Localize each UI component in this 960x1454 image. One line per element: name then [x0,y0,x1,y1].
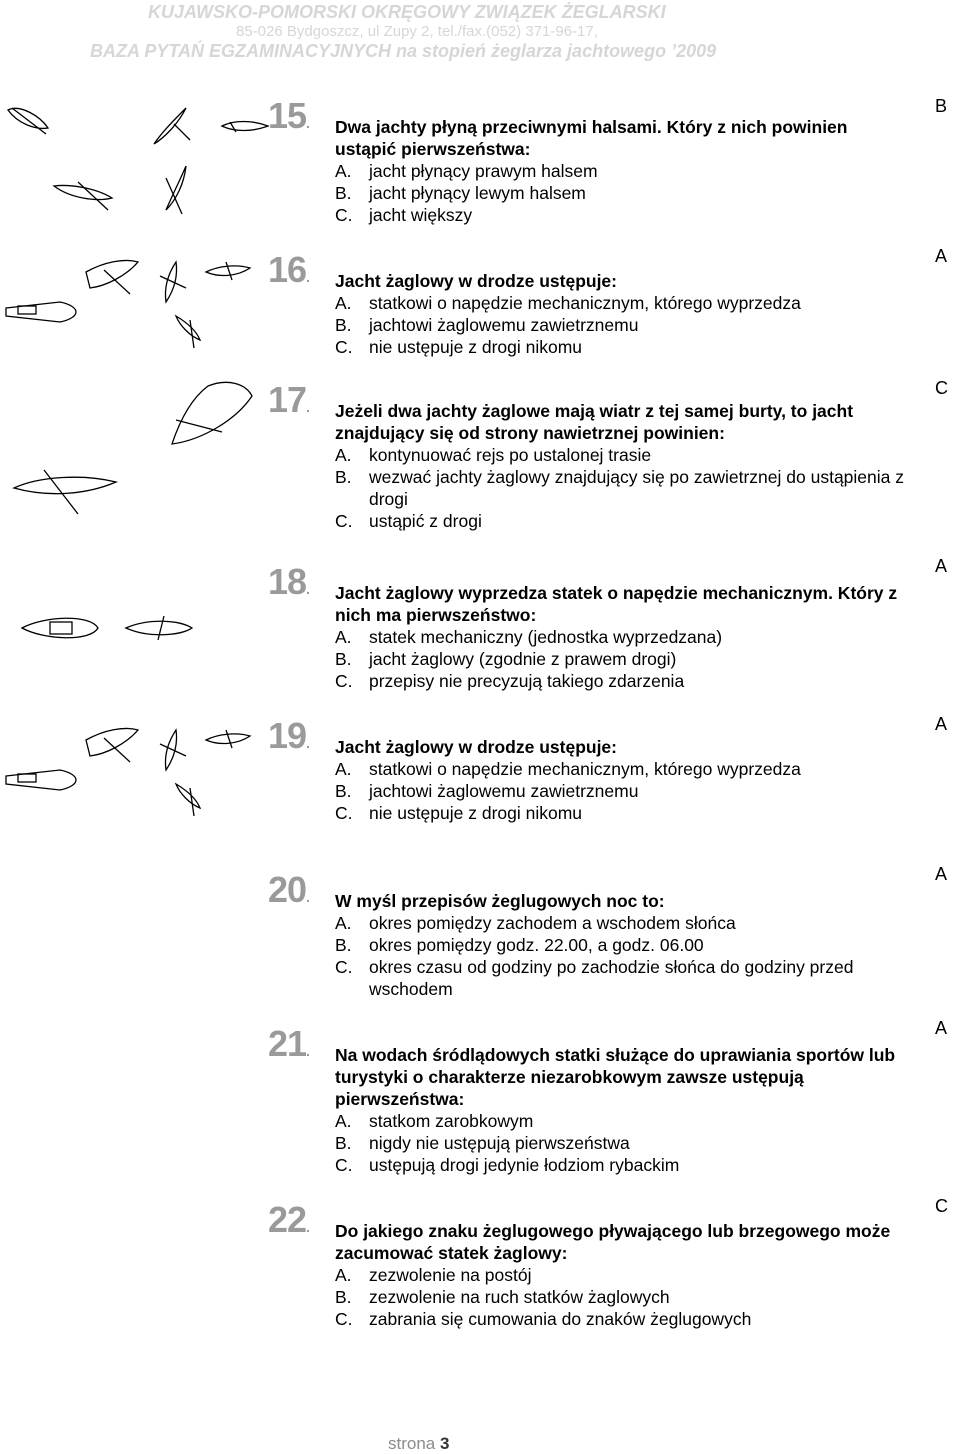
header-title: KUJAWSKO-POMORSKI OKRĘGOWY ZWIĄZEK ŻEGLARSKI [148,2,666,22]
header-subtitle: BAZA PYTAŃ EGZAMINACYJNYCH na stopień żeglarza jachtowego ’2009 [90,41,717,61]
question-text: Dwa jachty płyną przeciwnymi halsami. Który z nich powinien ustąpić pierwszeństwa: [335,117,848,159]
answer-16: A [935,246,948,266]
yacht-sketch-q16-c-icon [206,262,250,280]
option-a: A. statek mechaniczny (jednostka wyprzedzana) [335,627,723,647]
option-c: C. jacht większy [335,205,473,225]
yacht-sketch-q15-d-icon [54,182,112,210]
answer-19: A [935,714,948,734]
yacht-sketch-q16-b-icon [160,262,186,302]
question-text: Do jakiego znaku żeglugowego pływającego lub brzegowego może zacumować statek żaglowy: [335,1221,891,1263]
question-text: Jeżeli dwa jachty żaglowe mają wiatr z tej samej burty, to jacht znajdujący się od strony nawietrznej powinien: [335,401,854,443]
option-a: A. okres pomiędzy zachodem a wschodem słońca [335,913,736,933]
question-text: W myśl przepisów żeglugowych noc to: [335,891,665,911]
option-c: C. ustępują drogi jedynie łodziom rybackim [335,1155,680,1175]
option-b: B. jachtowi żaglowemu zawietrznemu [335,315,639,335]
yacht-sketch-q16-d-icon [176,316,200,348]
option-b: B. jacht żaglowy (zgodnie z prawem drogi) [335,649,677,669]
motor-ship-q19-icon [6,770,76,790]
footer-label: strona [388,1434,436,1453]
answer-21: A [935,1018,948,1038]
option-c: C. nie ustępuje z drogi nikomu [335,803,583,823]
yacht-sketch-q16-a-icon [86,260,138,294]
question-number: 20. [268,869,309,910]
yacht-sketch-q17-b-icon [14,470,116,514]
option-b: B. okres pomiędzy godz. 22.00, a godz. 06.00 [335,935,704,955]
question-number: 15. [268,95,309,136]
option-a: A. statkowi o napędzie mechanicznym, którego wyprzedza [335,759,801,779]
motor-ship-q18-icon [22,618,98,638]
option-b: B. wezwać jachty żaglowy znajdujący się po zawietrznej do ustąpienia z drogi [335,467,904,509]
yacht-sketch-q19-a-icon [86,728,138,762]
option-b: B. jacht płynący lewym halsem [335,183,586,203]
yacht-sketch-q15-a-icon [8,108,48,134]
option-a: A. statkom zarobkowym [335,1111,534,1131]
question-number: 22. [268,1199,309,1240]
option-c: C. zabrania się cumowania do znaków żeglugowych [335,1309,752,1329]
header-address: 85-026 Bydgoszcz, ul Zupy 2, tel./fax.(052) 371-96-17, [236,23,598,40]
option-c: C. okres czasu od godziny po zachodzie słońca do godziny przed wschodem [335,957,854,999]
option-a: A. jacht płynący prawym halsem [335,161,598,181]
option-b: B. zezwolenie na ruch statków żaglowych [335,1287,670,1307]
option-c: C. nie ustępuje z drogi nikomu [335,337,583,357]
yacht-sketch-q19-c-icon [206,730,250,748]
answer-22: C [935,1196,948,1216]
question-number: 19. [268,715,309,756]
question-text: Jacht żaglowy w drodze ustępuje: [335,737,617,757]
option-a: A. kontynuować rejs po ustalonej trasie [335,445,652,465]
answer-15: B [935,96,948,116]
yacht-sketch-q19-d-icon [176,784,200,816]
yacht-sketch-q15-e-icon [166,166,186,214]
page-footer [388,1434,449,1454]
yacht-sketch-q17-a-icon [172,382,252,444]
option-a: A. zezwolenie na postój [335,1265,532,1285]
answer-20: A [935,864,948,884]
page-number: 3 [439,1434,450,1453]
option-c: C. ustąpić z drogi [335,511,482,531]
option-a: A. statkowi o napędzie mechanicznym, którego wyprzedza [335,293,801,313]
yacht-sketch-q19-b-icon [160,730,186,770]
question-number: 18. [268,561,309,602]
answer-17: C [935,378,948,398]
question-number: 21. [268,1023,309,1064]
option-c: C. przepisy nie precyzują takiego zdarzenia [335,671,685,691]
answer-18: A [935,556,948,576]
question-text: Na wodach śródlądowych statki służące do uprawiania sportów lub turystyki o charakterze niezarobkowym zawsze ustępują pierwszeństwa: [335,1045,896,1109]
question-text: Jacht żaglowy w drodze ustępuje: [335,271,617,291]
question-number: 16. [268,249,309,290]
motor-ship-q16-icon [6,302,76,322]
yacht-sketch-q15-c-icon [222,122,268,133]
option-b: B. jachtowi żaglowemu zawietrznemu [335,781,639,801]
option-b: B. nigdy nie ustępują pierwszeństwa [335,1133,630,1153]
question-text: Jacht żaglowy wyprzedza statek o napędzie mechanicznym. Który z nich ma pierwszeństwo: [335,583,898,625]
yacht-sketch-q18-a-icon [126,616,192,640]
yacht-sketch-q15-b-icon [154,108,190,144]
question-number: 17. [268,379,309,420]
